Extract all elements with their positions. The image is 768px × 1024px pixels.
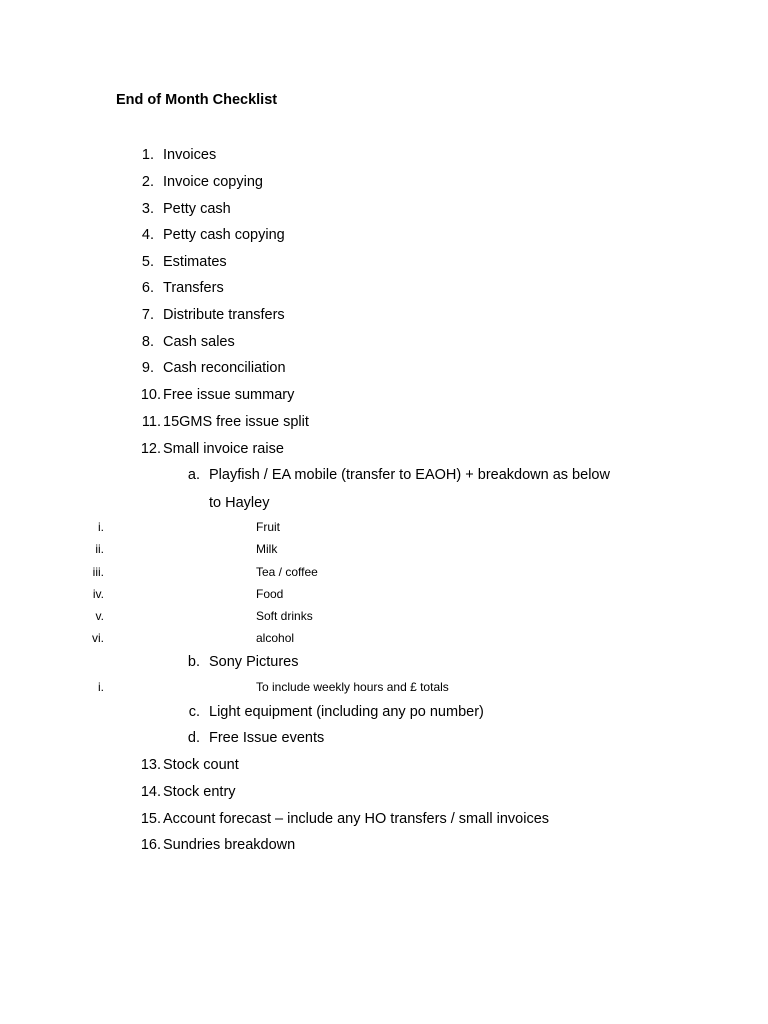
roman-item-text: Soft drinks bbox=[256, 609, 313, 623]
roman-numeral: vi. bbox=[92, 631, 104, 645]
item-number: 10. bbox=[140, 387, 161, 403]
item-number: 8. bbox=[141, 334, 154, 350]
item-number: 12. bbox=[140, 441, 161, 457]
item-number: 15. bbox=[140, 811, 161, 827]
item-text: Stock count bbox=[163, 757, 239, 773]
roman-numeral: i. bbox=[98, 680, 104, 694]
item-text: Petty cash copying bbox=[163, 227, 285, 243]
item-number: 7. bbox=[141, 307, 154, 323]
item-number: 3. bbox=[141, 201, 154, 217]
roman-item-text: alcohol bbox=[256, 631, 295, 645]
sub-item-letter: a. bbox=[187, 467, 200, 483]
item-text: Small invoice raise bbox=[163, 441, 284, 457]
item-number: 16. bbox=[140, 837, 161, 853]
item-number: 11. bbox=[141, 414, 161, 430]
item-text: Sundries breakdown bbox=[163, 837, 296, 853]
sub-item-text: Light equipment (including any po number) bbox=[209, 704, 484, 720]
sub-item-letter: b. bbox=[187, 654, 200, 670]
roman-numeral: ii. bbox=[95, 542, 104, 556]
sub-item-letter: d. bbox=[187, 730, 200, 746]
item-text: Distribute transfers bbox=[163, 307, 285, 323]
sub-item-text: Free Issue events bbox=[209, 730, 325, 746]
item-text: Cash reconciliation bbox=[163, 360, 286, 376]
item-text: Cash sales bbox=[163, 334, 235, 350]
item-text: Transfers bbox=[163, 280, 224, 296]
item-text: Free issue summary bbox=[163, 387, 295, 403]
item-number: 14. bbox=[140, 784, 161, 800]
item-number: 9. bbox=[141, 360, 154, 376]
roman-numeral: v. bbox=[95, 609, 104, 623]
item-text: 15GMS free issue split bbox=[163, 414, 309, 430]
item-text: Petty cash bbox=[163, 201, 231, 217]
item-number: 4. bbox=[141, 227, 154, 243]
sub-item-text: Playfish / EA mobile (transfer to EAOH) + breakdown as below bbox=[209, 467, 610, 483]
roman-numeral: iv. bbox=[92, 587, 104, 601]
roman-item-text: Fruit bbox=[256, 520, 280, 534]
roman-item-text: Milk bbox=[256, 542, 278, 556]
item-number: 5. bbox=[141, 254, 154, 270]
sub-item-text: to Hayley bbox=[209, 495, 270, 511]
roman-numeral: iii. bbox=[92, 565, 104, 579]
document-title: End of Month Checklist bbox=[116, 92, 278, 108]
item-text: Invoice copying bbox=[163, 174, 263, 190]
roman-numeral: i. bbox=[98, 520, 104, 534]
item-number: 13. bbox=[140, 757, 161, 773]
item-text: Invoices bbox=[163, 147, 217, 163]
item-number: 1. bbox=[141, 147, 154, 163]
sub-item-text: Sony Pictures bbox=[209, 654, 299, 670]
roman-item-text: To include weekly hours and £ totals bbox=[256, 680, 449, 694]
roman-item-text: Tea / coffee bbox=[256, 565, 318, 579]
item-text: Stock entry bbox=[163, 784, 236, 800]
item-text: Estimates bbox=[163, 254, 227, 270]
item-number: 2. bbox=[141, 174, 154, 190]
item-number: 6. bbox=[141, 280, 154, 296]
roman-item-text: Food bbox=[256, 587, 284, 601]
sub-item-letter: c. bbox=[188, 704, 200, 720]
item-text: Account forecast – include any HO transfers / small invoices bbox=[163, 811, 550, 827]
